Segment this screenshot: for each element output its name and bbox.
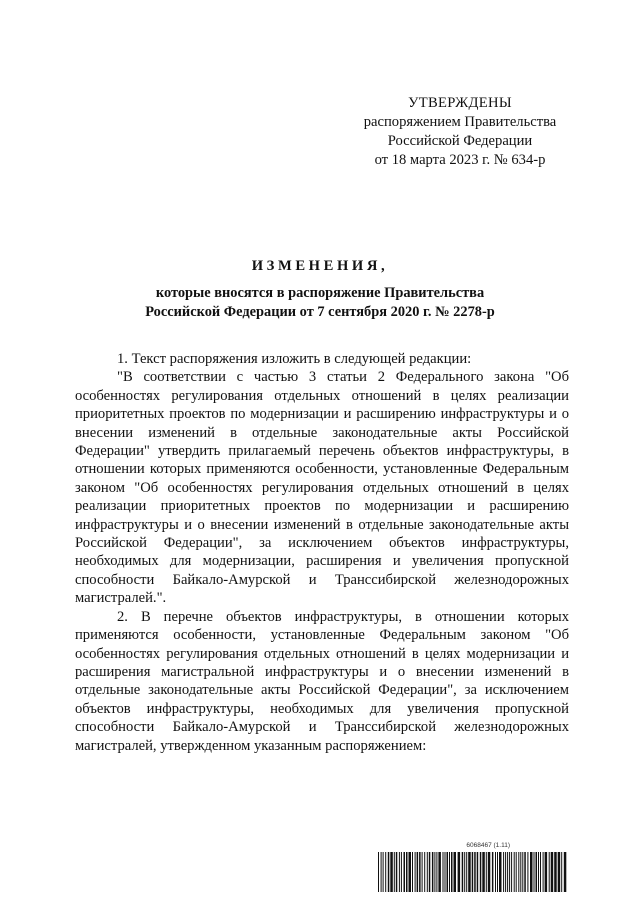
document-title: ИЗМЕНЕНИЯ,	[251, 258, 389, 274]
barcode-bar	[499, 852, 502, 892]
barcode-bar	[424, 852, 425, 892]
approval-line: распоряжением Правительства	[363, 114, 557, 130]
barcode-bar	[530, 852, 533, 892]
barcode-bar	[527, 852, 528, 892]
barcode-bar	[472, 852, 474, 892]
barcode-bar	[495, 852, 496, 892]
barcode-bar	[474, 852, 476, 892]
barcode-bar	[445, 852, 446, 892]
barcode-bar	[399, 852, 400, 892]
barcode-bar	[417, 852, 419, 892]
barcode-bar	[466, 852, 467, 892]
document-body	[75, 350, 569, 755]
barcode-bar	[511, 852, 512, 892]
barcode-bar	[422, 852, 423, 892]
barcode-bar	[449, 852, 450, 892]
barcode-bar	[509, 852, 510, 892]
barcode-icon	[376, 852, 572, 892]
barcode-bar	[464, 852, 465, 892]
barcode-bar	[492, 852, 494, 892]
barcode-bar	[406, 852, 408, 892]
barcode-bar	[564, 852, 567, 892]
barcode-bar	[522, 852, 523, 892]
barcode-bar	[561, 852, 562, 892]
approval-stamp	[340, 94, 580, 170]
barcode-bar	[482, 852, 485, 892]
barcode-bar	[536, 852, 538, 892]
barcode-bar	[505, 852, 506, 892]
barcode-bar	[454, 852, 457, 892]
barcode-bar	[503, 852, 504, 892]
barcode-bar	[543, 852, 544, 892]
document-footer	[376, 842, 572, 892]
barcode-bar	[436, 852, 437, 892]
barcode-bar	[540, 852, 541, 892]
barcode-bar	[404, 852, 406, 892]
barcode-bar	[388, 852, 390, 892]
barcode-bar	[385, 852, 386, 892]
paragraph: "В соответствии с частью 3 статьи 2 Федерального закона "Об особенностях регулирования отдельных отношений в целях реализации приоритетных проектов по модернизации и расширению инфраструктуры и о внесении изменений в отдельные законодательные акты Российской Федерации" утвердить прилагаемый перечень объектов инфраструктуры, в отношении которых применяются особенности, установленные Федеральным законом "Об особенностях регулирования отдельных отношений в целях реализации приоритетных проектов по модернизации и расширению инфраструктуры и о внесении изменений в отдельные законодательные акты Российской Федерации", за исключением объектов инфраструктуры, необходимых для модернизации, расширения и увеличения пропускной способности Байкало-Амурской и Транссибирской железнодорожных магистралей.".	[75, 369, 569, 607]
barcode-bar	[434, 852, 435, 892]
paragraph: 2. В перечне объектов инфраструктуры, в отношении которых применяются особенности, установленные Федеральным законом "Об особенностях регулирования отдельных отношений в целях модернизации и расширения магистральной инфраструктуры и о внесении изменений в отдельные законодательные акты Российской Федерации", за исключением объектов инфраструктуры, необходимых для увеличения пропускной способности Байкало-Амурской и Транссибирской железнодорожных магистралей, утвержденном указанным распоряжением:	[75, 608, 569, 754]
barcode-bar	[538, 852, 539, 892]
barcode-bar	[447, 852, 449, 892]
barcode-bar	[462, 852, 464, 892]
barcode-bar	[507, 852, 508, 892]
subtitle-line: Российской Федерации от 7 сентября 2020 г. № 2278-р	[145, 303, 495, 320]
barcode-bar	[438, 852, 441, 892]
approval-date-number: от 18 марта 2023 г. № 634-р	[374, 152, 546, 168]
barcode-bar	[516, 852, 517, 892]
barcode-bar	[427, 852, 428, 892]
barcode-bar	[443, 852, 444, 892]
barcode-bar	[432, 852, 434, 892]
barcode-bar	[429, 852, 431, 892]
barcode-bar	[401, 852, 402, 892]
barcode-bar	[458, 852, 461, 892]
document-subtitle	[0, 284, 640, 321]
approval-heading: УТВЕРЖДЕНЫ	[408, 95, 512, 111]
barcode-bar	[549, 852, 550, 892]
paragraph: 1. Текст распоряжения изложить в следующей редакции:	[117, 351, 472, 367]
barcode-bar	[480, 852, 482, 892]
barcode-bar	[451, 852, 453, 892]
subtitle-line: которые вносятся в распоряжение Правительства	[155, 285, 485, 301]
barcode-bar	[412, 852, 413, 892]
document-code: 6068467 (1.11)	[466, 842, 510, 849]
barcode-bar	[497, 852, 498, 892]
barcode-bar	[524, 852, 526, 892]
barcode-bar	[520, 852, 521, 892]
barcode-bar	[419, 852, 421, 892]
barcode-bar	[383, 852, 384, 892]
barcode-bar	[545, 852, 548, 892]
barcode-bar	[477, 852, 479, 892]
barcode-bar	[486, 852, 487, 892]
barcode-bar	[488, 852, 491, 892]
barcode-bar	[468, 852, 471, 892]
barcode-bar	[534, 852, 535, 892]
approval-line: Российской Федерации	[387, 133, 533, 149]
barcode-bar	[558, 852, 561, 892]
barcode-bar	[518, 852, 519, 892]
barcode-bar	[415, 852, 416, 892]
barcode-bar	[381, 852, 382, 892]
barcode-bar	[390, 852, 393, 892]
barcode-bar	[396, 852, 398, 892]
barcode-bar	[551, 852, 554, 892]
barcode-bar	[514, 852, 515, 892]
barcode-bar	[554, 852, 557, 892]
barcode-bar	[409, 852, 412, 892]
barcode-bar	[378, 852, 379, 892]
barcode-bar	[394, 852, 395, 892]
